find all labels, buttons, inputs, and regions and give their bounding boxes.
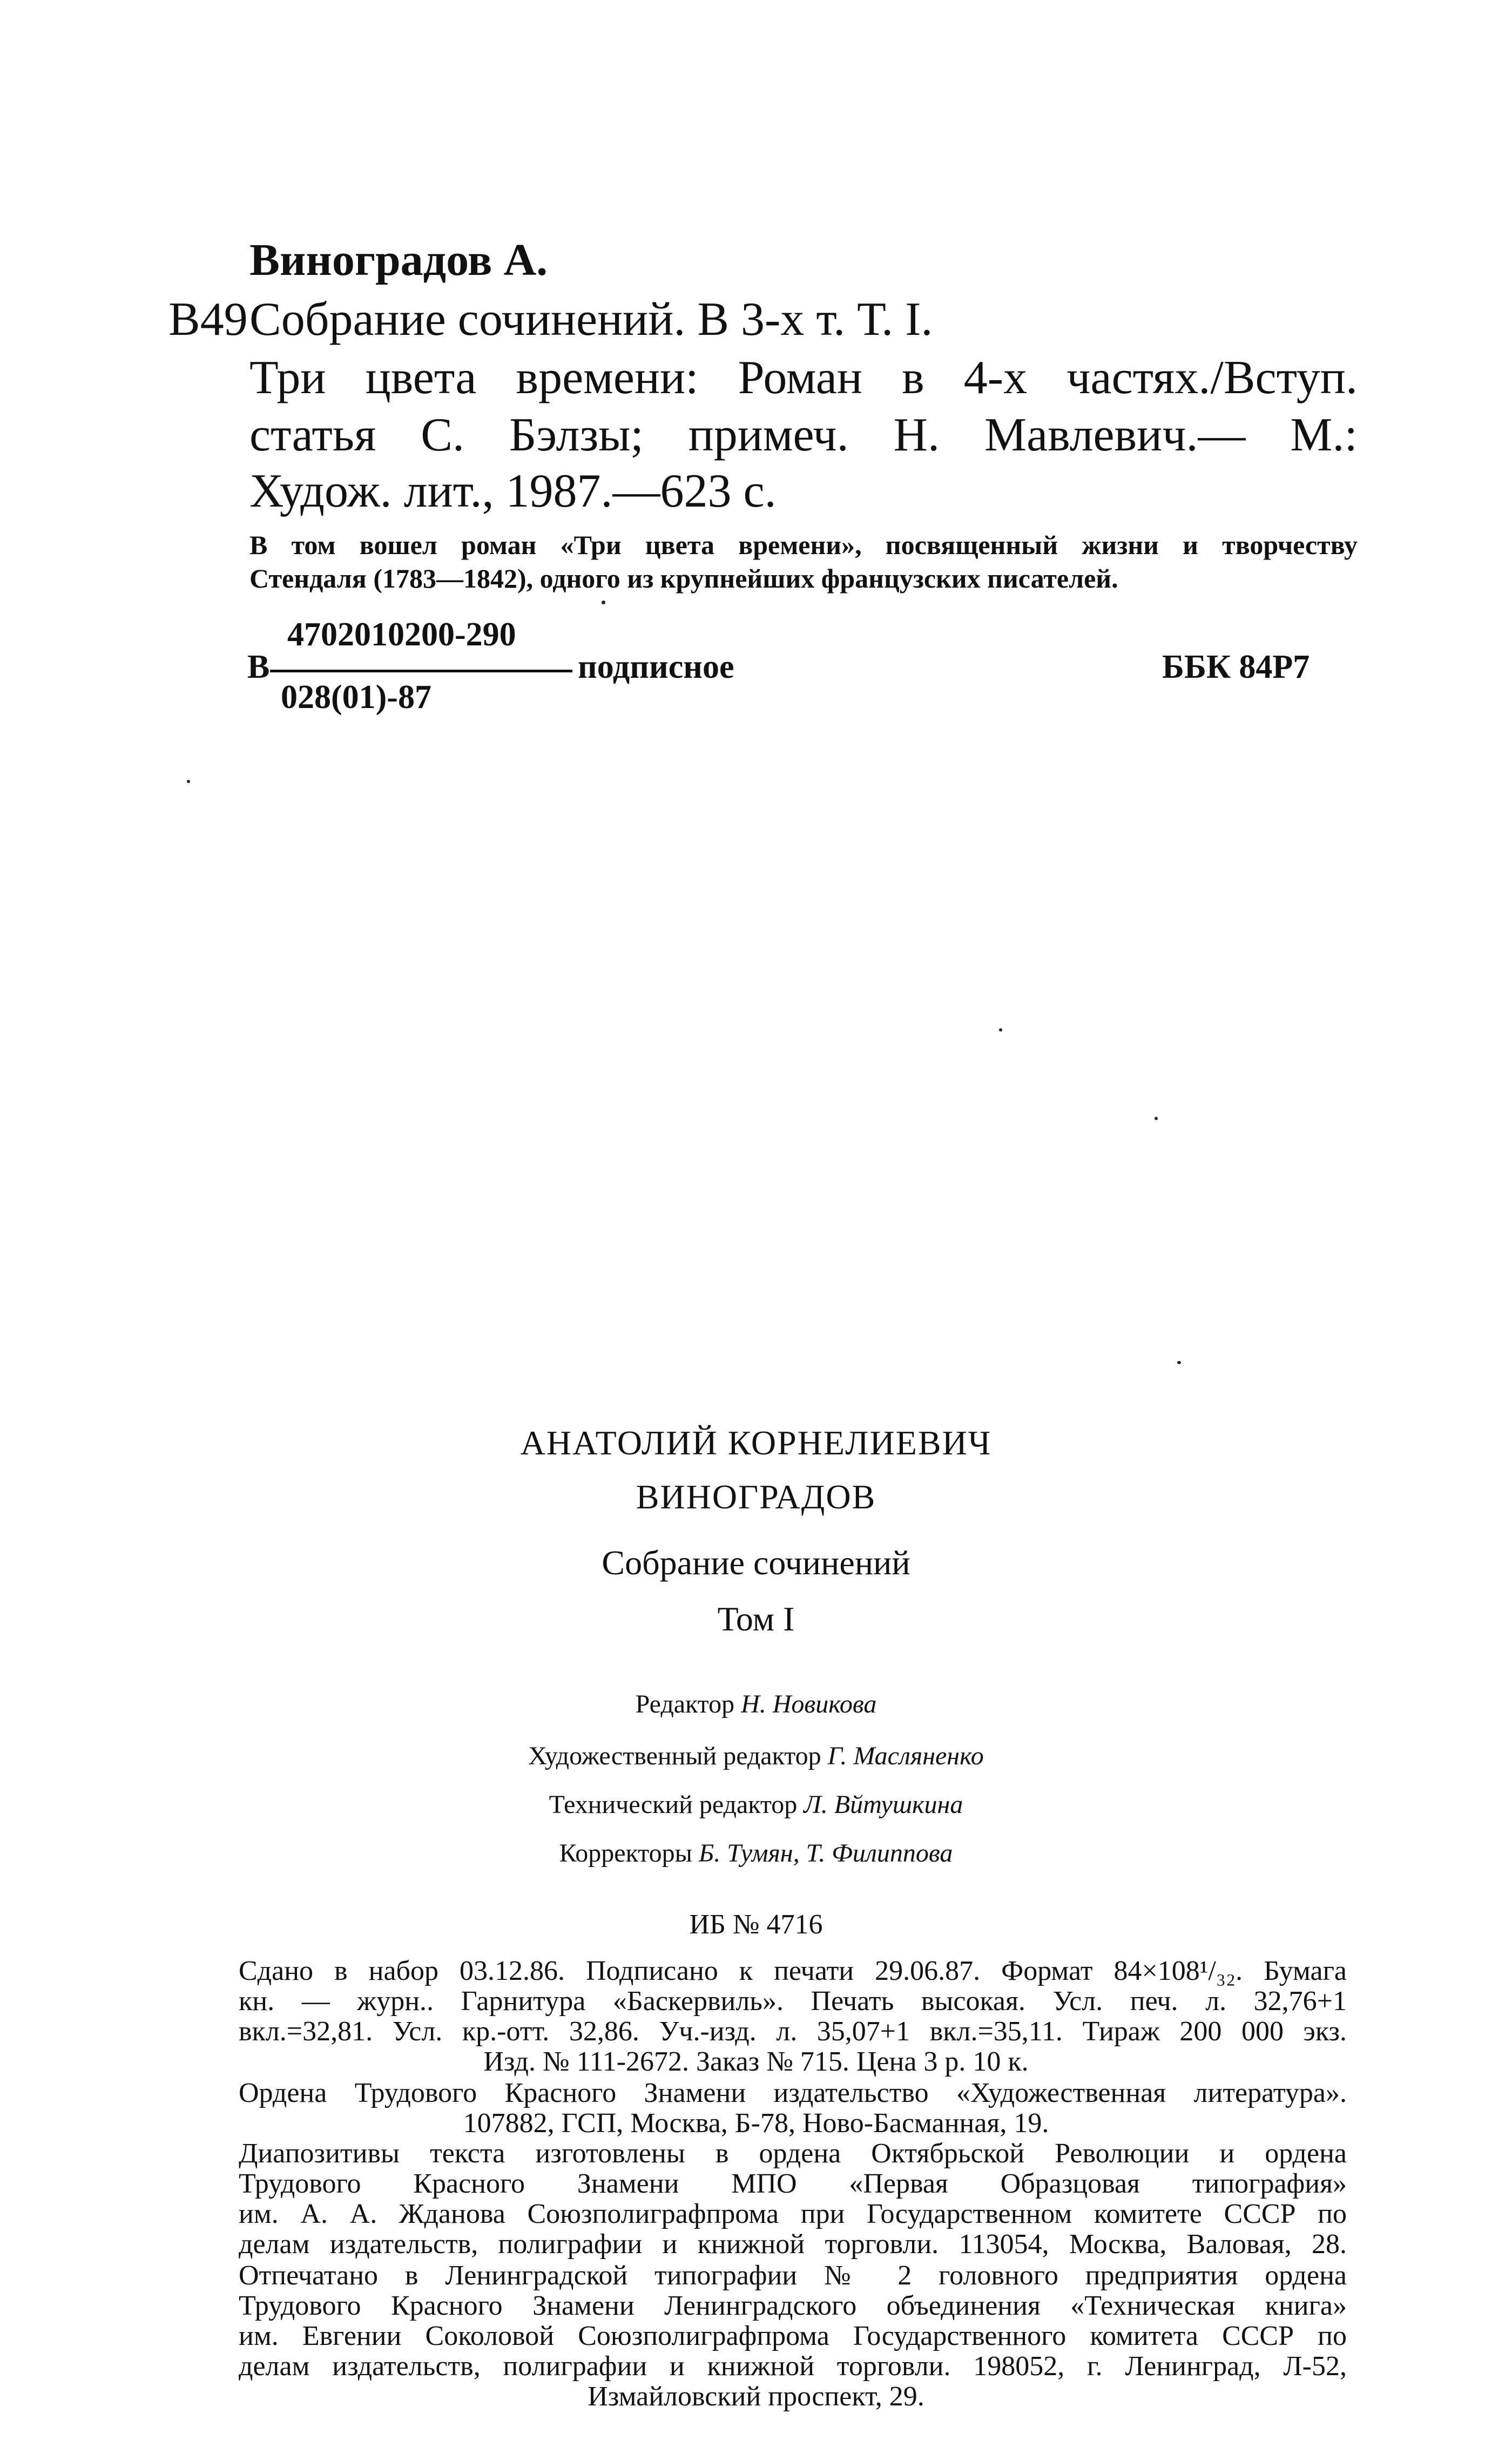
credit-role: Корректоры <box>559 1839 692 1868</box>
colophon-collection-title: Собрание сочинений <box>602 1543 910 1582</box>
imprint-line: 107882, ГСП, Москва, Б-78, Ново-Басманная, 19. <box>463 2108 1049 2139</box>
colophon-author-first-name: АНАТОЛИЙ КОРНЕЛИЕВИЧ <box>520 1424 992 1462</box>
card-title-line: Худож. лит., 1987.—623 с. <box>249 465 777 517</box>
scan-speck <box>602 601 605 604</box>
credit-role: Технический редактор <box>549 1790 798 1819</box>
imprint-line: кн. — журн.. Гарнитура «Баскервиль». Печать высокая. Усл. печ. л. 32,76+1 <box>239 1986 1347 2017</box>
isbn-denominator: 028(01)-87 <box>281 679 431 716</box>
credit-art-editor <box>0 1743 1512 1769</box>
imprint-line: делам издательств, полиграфии и книжной торговли. 113054, Москва, Валовая, 28. <box>239 2229 1347 2260</box>
scan-speck <box>1177 1361 1181 1364</box>
credit-role: Художественный редактор <box>528 1742 821 1770</box>
bbk-code: ББК 84Р7 <box>1162 649 1310 685</box>
imprint-line: Трудового Красного Знамени Ленинградского объединения «Техническая книга» <box>239 2290 1347 2321</box>
isbn-letter: В <box>247 649 270 685</box>
imprint-line: Отпечатано в Ленинградской типографии № 2 головного предприятия ордена <box>239 2260 1347 2291</box>
card-title-line: статья С. Бэлзы; примеч. Н. Мавлевич.— М.: <box>249 409 1358 461</box>
card-abstract-line: В том вошел роман «Три цвета времени», посвященный жизни и творчеству <box>249 530 1358 560</box>
colophon-author-surname: ВИНОГРАДОВ <box>636 1478 876 1516</box>
imprint-line: Сдано в набор 03.12.86. Подписано к печати 29.06.87. Формат 84×108¹/₃₂. Бумага <box>239 1956 1347 1986</box>
imprint-line: Трудового Красного Знамени МПО «Первая Образцовая типография» <box>239 2168 1347 2199</box>
imprint-line: им. Евгении Соколовой Союзполиграфпрома Государственного комитета СССР по <box>239 2321 1347 2351</box>
isbn-numerator: 4702010200-290 <box>287 616 516 653</box>
card-index: В49 <box>168 293 248 346</box>
credit-proofreaders <box>0 1841 1512 1866</box>
isbn-fraction-rule <box>270 670 572 672</box>
subscription-label: подписное <box>578 649 734 685</box>
scan-speck <box>999 1028 1002 1032</box>
imprint-line: Изд. № 111-2672. Заказ № 715. Цена 3 р. 10 к. <box>483 2046 1029 2077</box>
credit-name: Г. Масляненко <box>827 1742 984 1770</box>
imprint-line: Диапозитивы текста изготовлены в ордена Октябрьской Революции и ордена <box>239 2138 1347 2169</box>
scan-speck <box>1155 1117 1158 1120</box>
card-title-line: Три цвета времени: Роман в 4-х частях./Вступ. <box>249 352 1358 404</box>
credit-tech-editor <box>0 1792 1512 1818</box>
credit-name: Н. Новикова <box>741 1690 877 1718</box>
imprint-line: вкл.=32,81. Усл. кр.-отт. 32,86. Уч.-изд. л. 35,07+1 вкл.=35,11. Тираж 200 000 экз. <box>239 2016 1347 2047</box>
imprint-line: Измайловский проспект, 29. <box>588 2381 924 2412</box>
imprint-line: им. А. А. Жданова Союзполиграфпрома при Государственном комитете СССР по <box>239 2199 1347 2229</box>
imprint-line: делам издательств, полиграфии и книжной торговли. 198052, г. Ленинград, Л-52, <box>239 2351 1347 2382</box>
credit-name: Л. Вйтушкина <box>804 1790 963 1819</box>
credit-name: Б. Тумян, Т. Филиппова <box>698 1839 953 1868</box>
scan-speck <box>187 780 190 783</box>
credit-editor <box>0 1691 1512 1717</box>
card-author: Виноградов А. <box>249 235 548 285</box>
credit-role: Редактор <box>635 1690 735 1718</box>
colophon-volume: Том I <box>717 1600 795 1638</box>
card-title-line: Собрание сочинений. В 3-х т. Т. I. <box>249 293 933 346</box>
card-abstract-line: Стендаля (1783—1842), одного из крупнейших французских писателей. <box>249 563 1118 594</box>
imprint-line: Ордена Трудового Красного Знамени издательство «Художественная литература». <box>239 2078 1347 2108</box>
ib-number: ИБ № 4716 <box>689 1909 823 1940</box>
